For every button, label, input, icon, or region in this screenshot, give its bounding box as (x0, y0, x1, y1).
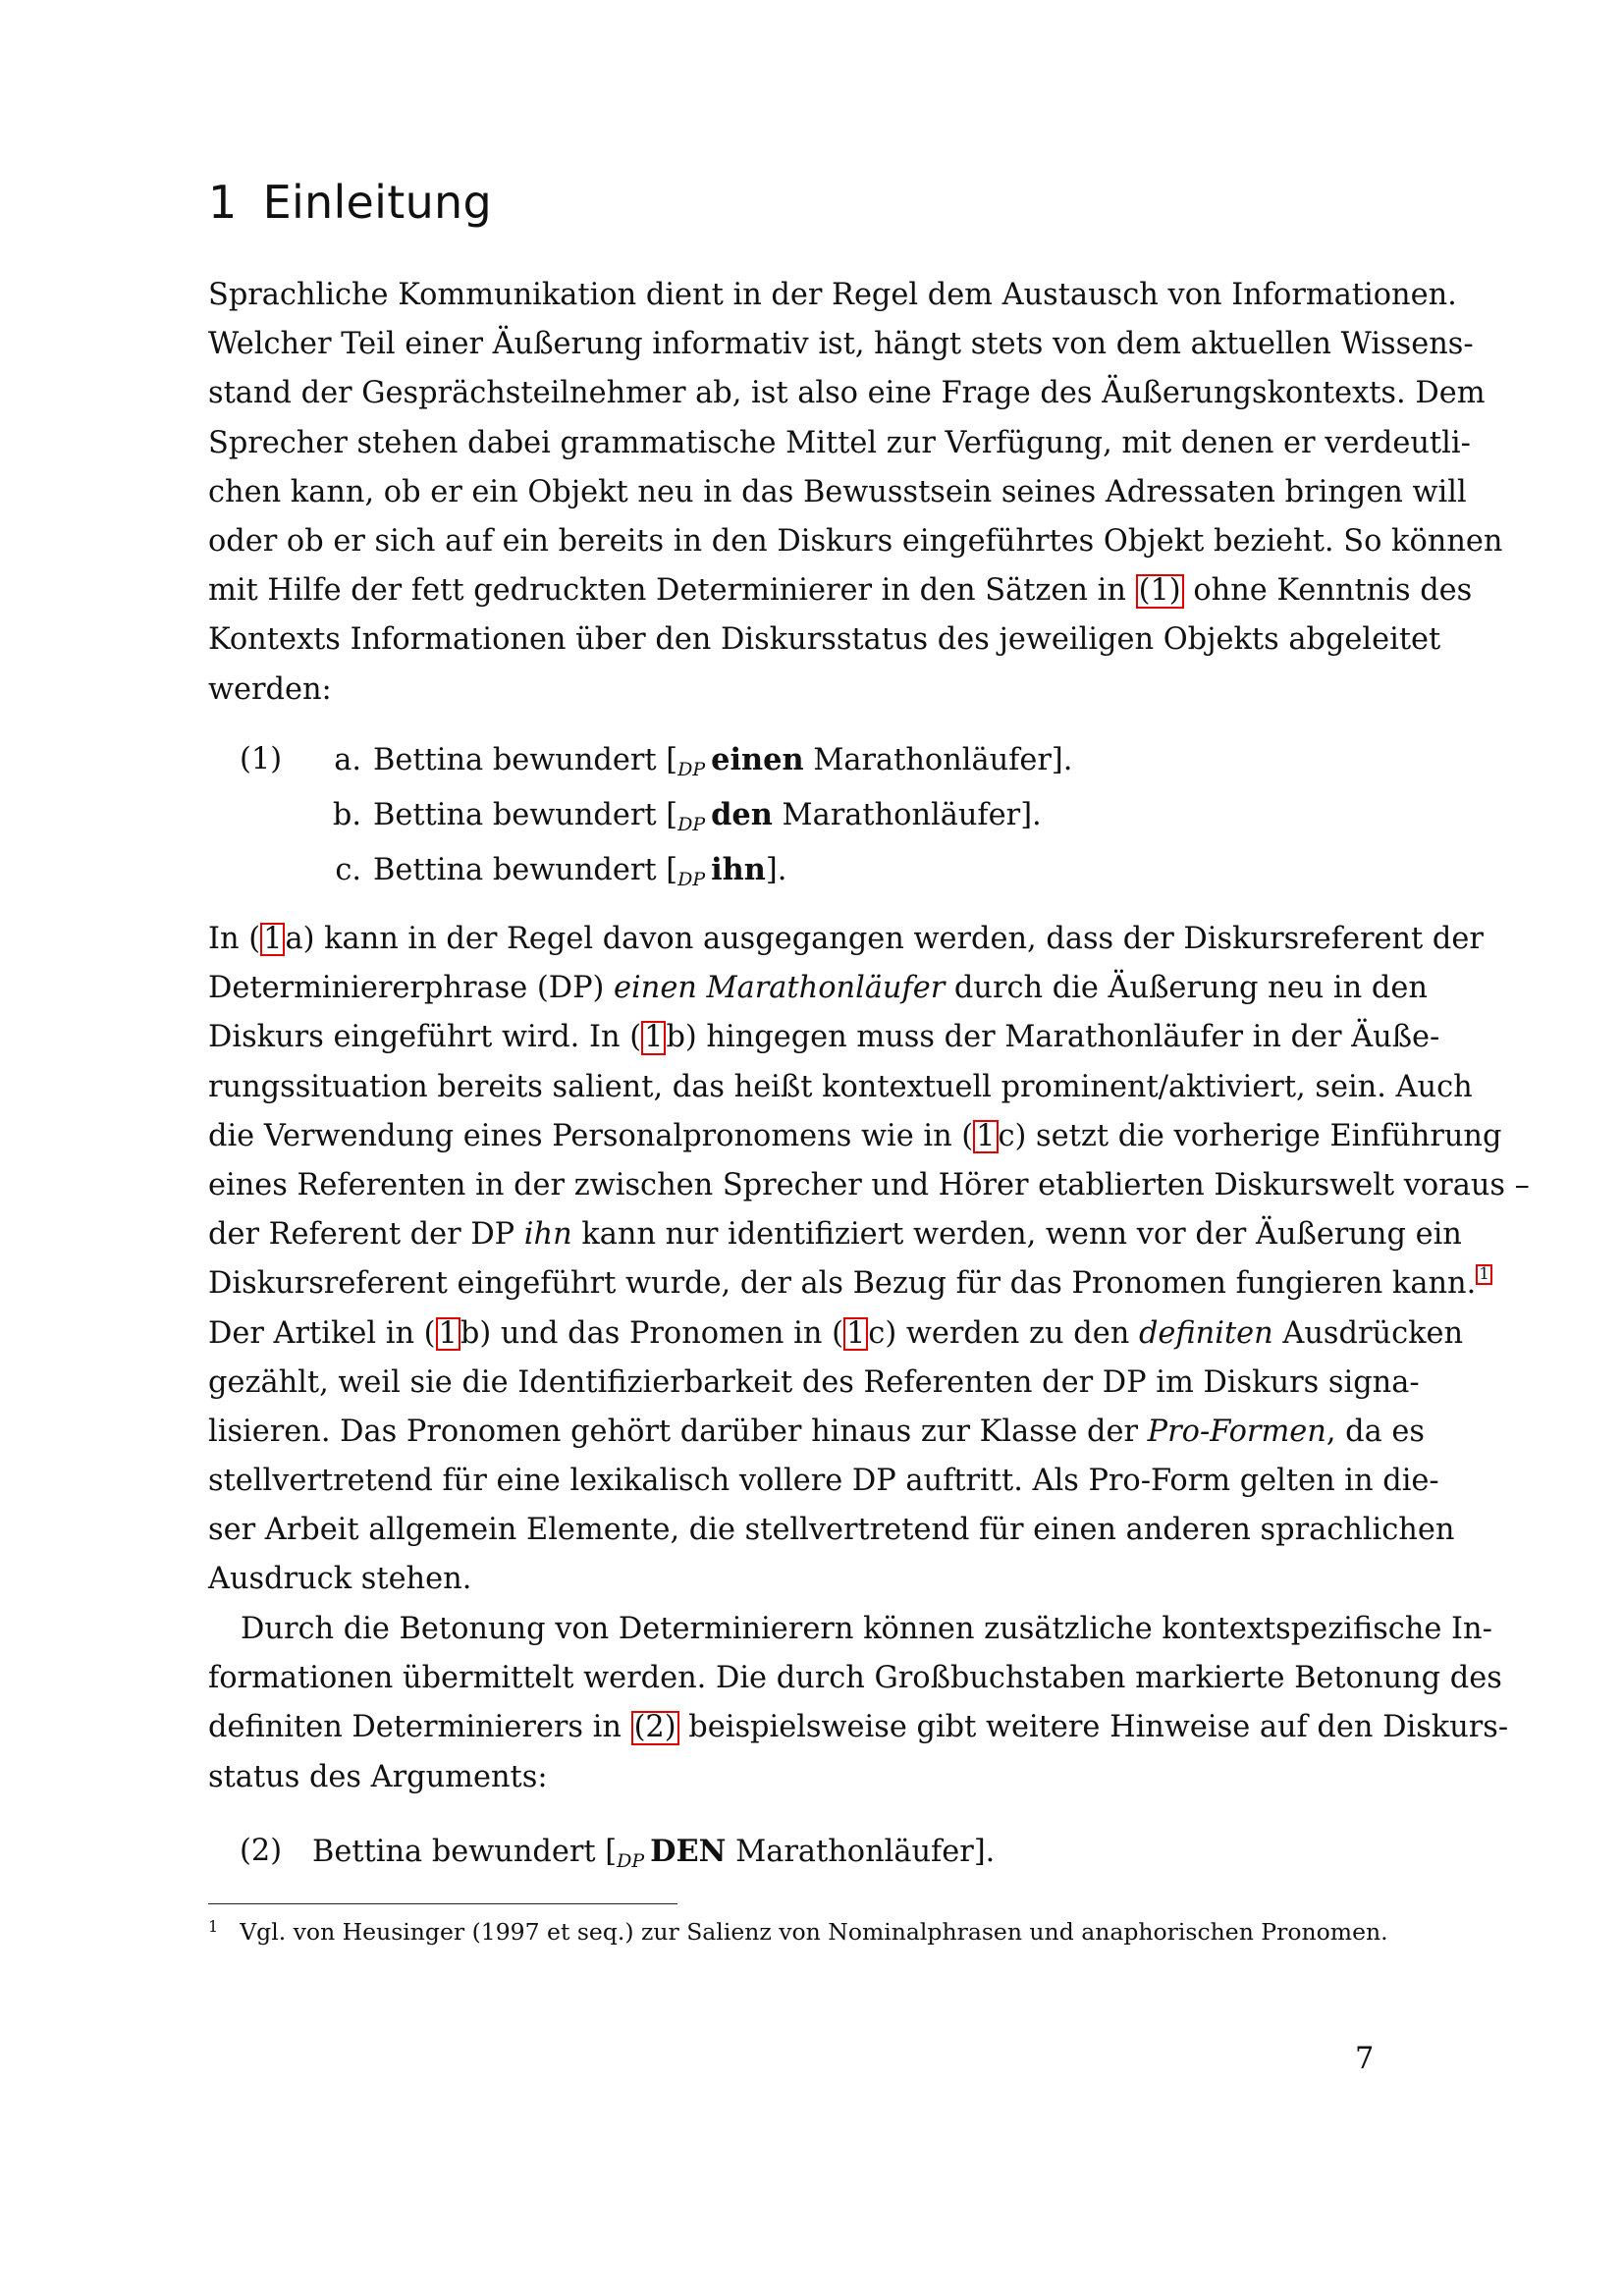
text-line: Welcher Teil einer Äußerung informativ ist, hängt stets von dem aktuellen Wissens- (208, 327, 1474, 362)
footnote-text: Vgl. von Heusinger (1997 et seq.) zur Salienz von Nominalphrasen und anaphorischen Pronomen. (240, 1918, 1388, 1946)
italic-phrase: einen Marathonläufer (614, 971, 946, 1006)
page-number: 7 (1355, 2042, 1375, 2076)
text-line (208, 1408, 1425, 1457)
text-segment: lisieren. Das Pronomen gehört darüber hinaus zur Klasse der (208, 1414, 1148, 1449)
example-item (318, 842, 786, 907)
example-ref-link[interactable]: (1) (1136, 574, 1184, 608)
text-line: werden: (208, 671, 332, 707)
dp-subscript: DP (677, 759, 706, 780)
example-ref-link[interactable]: 1 (260, 923, 285, 956)
footnote (208, 1910, 1388, 1949)
text-segment: mit Hilfe der fett gedruckten Determinierer in den Sätzen in (208, 573, 1136, 609)
text-line (208, 566, 1473, 615)
text-segment: Der Artikel in ( (208, 1315, 436, 1351)
dp-subscript: DP (677, 814, 706, 835)
text-segment: die Verwendung eines Personalpronomens wie in ( (208, 1118, 974, 1153)
paragraph-intro (208, 271, 1503, 715)
item-label: a. (334, 743, 361, 777)
text-segment: kann nur identifiziert werden, wenn vor der Äußerung ein (571, 1217, 1462, 1253)
example-ref-link[interactable]: 1 (973, 1120, 998, 1153)
italic-phrase: ihn (523, 1217, 572, 1253)
text-segment: beispielsweise gibt weitere Hinweise auf den Diskurs- (678, 1710, 1509, 1745)
example-row-b (208, 787, 1380, 842)
text-segment: Bettina bewundert [ (312, 1835, 618, 1869)
example-row-a (208, 732, 1380, 787)
item-label: b. (332, 798, 361, 832)
footnote-mark: 1 (208, 1917, 219, 1936)
example-2 (208, 1824, 1380, 1879)
text-segment: Determiniererphrase (DP) (208, 971, 615, 1006)
text-line (208, 1309, 1464, 1359)
text-line (208, 1013, 1440, 1062)
example-ref-link[interactable]: 1 (843, 1317, 868, 1351)
text-segment: c) setzt die vorherige Einführung (998, 1118, 1502, 1153)
item-label: c. (335, 853, 361, 887)
bold-determiner: den (711, 797, 773, 832)
bold-determiner: DEN (650, 1834, 727, 1869)
footnote-ref-link[interactable]: 1 (1476, 1264, 1492, 1285)
example-ref-link[interactable]: 1 (641, 1021, 666, 1054)
text-segment: Ausdrücken (1272, 1315, 1464, 1351)
text-segment: Diskurs eingeführt wird. In ( (208, 1020, 642, 1055)
text-line: oder ob er sich auf ein bereits in den Diskurs eingeführtes Objekt bezieht. So können (208, 523, 1503, 559)
example-number: (2) (240, 1834, 283, 1868)
text-segment: b) und das Pronomen in ( (460, 1315, 843, 1351)
text-line: Durch die Betonung von Determinierern können zusätzliche kontextspezifische In- (241, 1612, 1492, 1646)
text-line: stellvertretend für eine lexikalisch vollere DP auftritt. Als Pro-Form gelten in die- (208, 1464, 1439, 1499)
text-line: chen kann, ob er ein Objekt neu in das Bewusstsein seines Adressaten bringen will (208, 474, 1467, 509)
text-segment: Marathonläufer]. (726, 1835, 996, 1869)
text-line: stand der Gesprächsteilnehmer ab, ist also eine Frage des Äußerungskontexts. Dem (208, 376, 1486, 411)
italic-phrase: definiten (1138, 1315, 1273, 1351)
text-segment: b) hingegen muss der Marathonläufer in der Äuße- (666, 1020, 1440, 1055)
text-line: Ausdruck stehen. (208, 1562, 472, 1597)
text-line (208, 964, 1428, 1013)
text-segment: durch die Äußerung neu in den (945, 971, 1428, 1006)
text-segment: Marathonläufer]. (772, 798, 1042, 832)
text-segment: ]. (765, 853, 787, 887)
text-segment: a) kann in der Regel davon ausgegangen werden, dass der Diskursreferent der (285, 922, 1484, 956)
text-line (208, 1259, 1490, 1308)
text-line: Sprecher stehen dabei grammatische Mittel zur Verfügung, mit denen er verdeutli- (208, 425, 1471, 460)
example-number: (1) (240, 742, 283, 776)
dp-subscript: DP (677, 869, 706, 890)
text-line: gezählt, weil sie die Identifizierbarkeit des Referenten der DP im Diskurs signa- (208, 1364, 1420, 1400)
text-segment: In ( (208, 922, 261, 956)
example-ref-link[interactable]: (2) (631, 1711, 679, 1744)
text-line (208, 1703, 1509, 1752)
example-1 (208, 732, 1380, 897)
footnote-separator (208, 1903, 677, 1904)
text-line: status des Arguments: (208, 1759, 548, 1794)
example-ref-link[interactable]: 1 (436, 1317, 460, 1351)
text-segment: Bettina bewundert [ (373, 743, 678, 777)
text-segment: Bettina bewundert [ (373, 798, 678, 832)
paragraph-stress (208, 1605, 1509, 1802)
text-segment: Marathonläufer]. (803, 743, 1073, 777)
text-line (208, 1112, 1502, 1161)
paragraph-discussion (208, 915, 1530, 1605)
text-line: Sprachliche Kommunikation dient in der Regel dem Austausch von Informationen. (208, 278, 1457, 312)
example-item (312, 1824, 995, 1889)
text-line: formationen übermittelt werden. Die durch Großbuchstaben markierte Betonung des (208, 1661, 1502, 1696)
text-segment: der Referent der DP (208, 1217, 524, 1253)
text-line: eines Referenten in der zwischen Sprecher und Hörer etablierten Diskurswelt voraus – (208, 1167, 1530, 1202)
section-number: 1 (208, 176, 238, 229)
text-line (208, 1210, 1462, 1259)
text-segment: Bettina bewundert [ (373, 853, 678, 887)
italic-phrase: Pro-Formen (1147, 1414, 1326, 1449)
section-heading (208, 175, 492, 230)
text-segment: Diskursreferent eingeführt wurde, der als Bezug für das Pronomen fungieren kann. (208, 1266, 1477, 1302)
text-line (208, 915, 1484, 964)
text-segment: , da es (1325, 1414, 1425, 1449)
text-line: Kontexts Informationen über den Diskursstatus des jeweiligen Objekts abgeleitet (208, 622, 1441, 658)
bold-determiner: ihn (711, 852, 766, 887)
text-line: rungssituation bereits salient, das heißt kontextuell prominent/aktiviert, sein. Auch (208, 1069, 1473, 1104)
text-segment: definiten Determinierers in (208, 1710, 631, 1745)
text-segment: ohne Kenntnis des (1183, 573, 1473, 609)
example-row (208, 1824, 1380, 1879)
text-line: ser Arbeit allgemein Elemente, die stellvertretend für einen anderen sprachlichen (208, 1513, 1455, 1548)
bold-determiner: einen (711, 742, 804, 777)
example-row-c (208, 842, 1380, 897)
dp-subscript: DP (617, 1850, 645, 1872)
text-segment: c) werden zu den (868, 1315, 1139, 1351)
section-title: Einleitung (262, 176, 492, 229)
